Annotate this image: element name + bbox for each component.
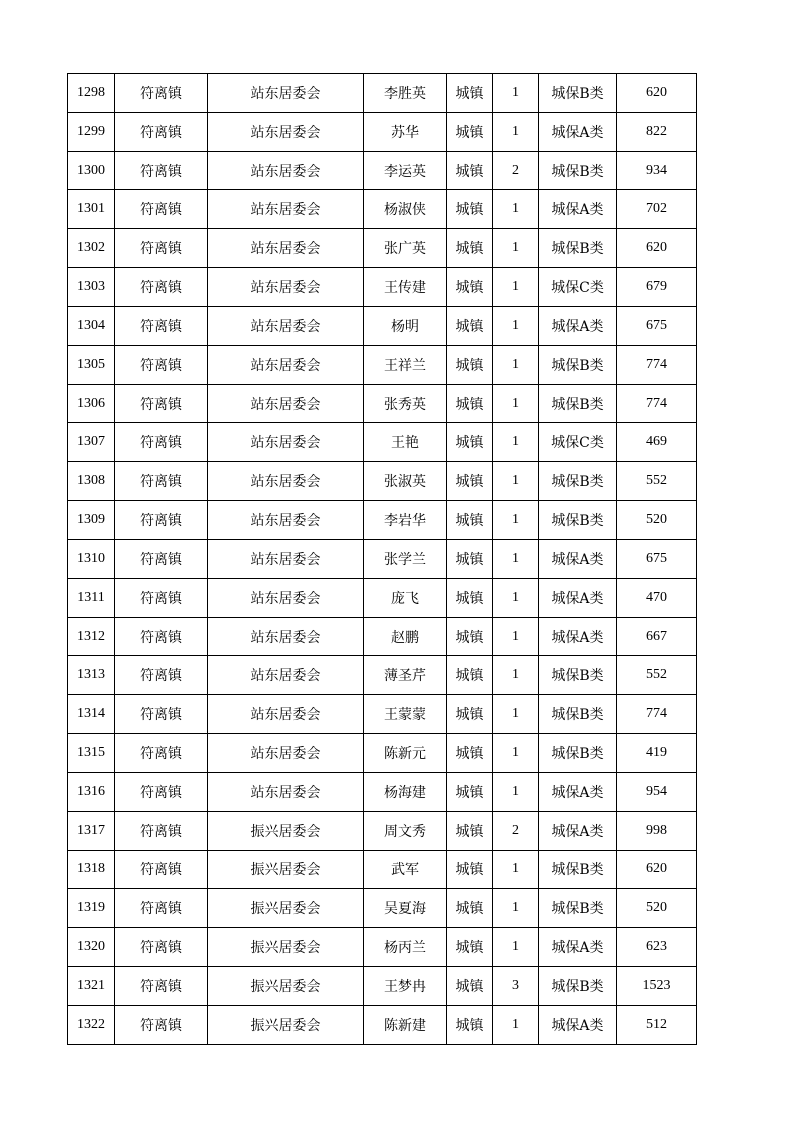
row-number-cell: 1305: [68, 345, 115, 384]
town-cell: 符离镇: [115, 1005, 208, 1044]
row-number-cell: 1309: [68, 501, 115, 540]
table-row: [68, 501, 697, 540]
committee-cell: 站东居委会: [208, 151, 364, 190]
amount-cell: 954: [617, 772, 697, 811]
household-count-cell: 3: [493, 967, 539, 1006]
row-number-cell: 1320: [68, 928, 115, 967]
area-type-cell: 城镇: [447, 151, 493, 190]
name-cell: 杨海建: [364, 772, 447, 811]
name-cell: 张淑英: [364, 462, 447, 501]
row-number-cell: 1299: [68, 112, 115, 151]
town-cell: 符离镇: [115, 850, 208, 889]
name-cell: 王梦冉: [364, 967, 447, 1006]
area-type-cell: 城镇: [447, 74, 493, 113]
town-cell: 符离镇: [115, 306, 208, 345]
name-cell: 李胜英: [364, 74, 447, 113]
name-cell: 李岩华: [364, 501, 447, 540]
row-number-cell: 1298: [68, 74, 115, 113]
name-cell: 赵鹏: [364, 617, 447, 656]
amount-cell: 552: [617, 656, 697, 695]
amount-cell: 998: [617, 811, 697, 850]
name-cell: 张秀英: [364, 384, 447, 423]
town-cell: 符离镇: [115, 501, 208, 540]
amount-cell: 512: [617, 1005, 697, 1044]
insurance-category-cell: 城保B类: [539, 656, 617, 695]
name-cell: 苏华: [364, 112, 447, 151]
insurance-category-cell: 城保C类: [539, 268, 617, 307]
town-cell: 符离镇: [115, 695, 208, 734]
name-cell: 张广英: [364, 229, 447, 268]
row-number-cell: 1313: [68, 656, 115, 695]
household-count-cell: 1: [493, 578, 539, 617]
table-row: [68, 423, 697, 462]
row-number-cell: 1314: [68, 695, 115, 734]
insurance-category-cell: 城保B类: [539, 229, 617, 268]
committee-cell: 站东居委会: [208, 462, 364, 501]
area-type-cell: 城镇: [447, 889, 493, 928]
name-cell: 陈新元: [364, 734, 447, 773]
table-row: [68, 811, 697, 850]
area-type-cell: 城镇: [447, 811, 493, 850]
household-count-cell: 1: [493, 617, 539, 656]
area-type-cell: 城镇: [447, 850, 493, 889]
insurance-category-cell: 城保B类: [539, 462, 617, 501]
household-count-cell: 1: [493, 229, 539, 268]
name-cell: 吴夏海: [364, 889, 447, 928]
amount-cell: 623: [617, 928, 697, 967]
committee-cell: 站东居委会: [208, 268, 364, 307]
household-count-cell: 1: [493, 423, 539, 462]
table-row: [68, 617, 697, 656]
amount-cell: 470: [617, 578, 697, 617]
insurance-category-cell: 城保A类: [539, 928, 617, 967]
committee-cell: 站东居委会: [208, 578, 364, 617]
insurance-category-cell: 城保B类: [539, 501, 617, 540]
row-number-cell: 1322: [68, 1005, 115, 1044]
committee-cell: 站东居委会: [208, 74, 364, 113]
household-count-cell: 1: [493, 74, 539, 113]
area-type-cell: 城镇: [447, 656, 493, 695]
amount-cell: 675: [617, 539, 697, 578]
area-type-cell: 城镇: [447, 617, 493, 656]
insurance-category-cell: 城保A类: [539, 811, 617, 850]
amount-cell: 667: [617, 617, 697, 656]
name-cell: 王艳: [364, 423, 447, 462]
area-type-cell: 城镇: [447, 772, 493, 811]
insurance-category-cell: 城保A类: [539, 772, 617, 811]
area-type-cell: 城镇: [447, 268, 493, 307]
name-cell: 杨丙兰: [364, 928, 447, 967]
household-count-cell: 1: [493, 501, 539, 540]
area-type-cell: 城镇: [447, 384, 493, 423]
table-row: [68, 734, 697, 773]
table-row: [68, 695, 697, 734]
insurance-category-cell: 城保B类: [539, 384, 617, 423]
insurance-category-cell: 城保A类: [539, 1005, 617, 1044]
table-row: [68, 151, 697, 190]
amount-cell: 675: [617, 306, 697, 345]
table-row: [68, 462, 697, 501]
household-count-cell: 1: [493, 306, 539, 345]
amount-cell: 774: [617, 384, 697, 423]
insurance-category-cell: 城保C类: [539, 423, 617, 462]
household-count-cell: 1: [493, 772, 539, 811]
row-number-cell: 1310: [68, 539, 115, 578]
area-type-cell: 城镇: [447, 462, 493, 501]
amount-cell: 469: [617, 423, 697, 462]
committee-cell: 振兴居委会: [208, 967, 364, 1006]
area-type-cell: 城镇: [447, 1005, 493, 1044]
town-cell: 符离镇: [115, 229, 208, 268]
amount-cell: 620: [617, 229, 697, 268]
town-cell: 符离镇: [115, 190, 208, 229]
town-cell: 符离镇: [115, 734, 208, 773]
committee-cell: 振兴居委会: [208, 928, 364, 967]
table-row: [68, 190, 697, 229]
insurance-category-cell: 城保B类: [539, 74, 617, 113]
row-number-cell: 1319: [68, 889, 115, 928]
committee-cell: 振兴居委会: [208, 1005, 364, 1044]
committee-cell: 站东居委会: [208, 384, 364, 423]
town-cell: 符离镇: [115, 578, 208, 617]
area-type-cell: 城镇: [447, 306, 493, 345]
town-cell: 符离镇: [115, 151, 208, 190]
town-cell: 符离镇: [115, 268, 208, 307]
area-type-cell: 城镇: [447, 967, 493, 1006]
amount-cell: 702: [617, 190, 697, 229]
table-row: [68, 578, 697, 617]
amount-cell: 520: [617, 889, 697, 928]
row-number-cell: 1321: [68, 967, 115, 1006]
insurance-category-cell: 城保B类: [539, 850, 617, 889]
amount-cell: 552: [617, 462, 697, 501]
committee-cell: 站东居委会: [208, 112, 364, 151]
household-count-cell: 1: [493, 695, 539, 734]
table-row: [68, 306, 697, 345]
area-type-cell: 城镇: [447, 190, 493, 229]
row-number-cell: 1300: [68, 151, 115, 190]
row-number-cell: 1307: [68, 423, 115, 462]
committee-cell: 站东居委会: [208, 190, 364, 229]
name-cell: 薄圣芹: [364, 656, 447, 695]
town-cell: 符离镇: [115, 772, 208, 811]
household-count-cell: 2: [493, 811, 539, 850]
name-cell: 王传建: [364, 268, 447, 307]
table-row: [68, 656, 697, 695]
table-row: [68, 1005, 697, 1044]
committee-cell: 站东居委会: [208, 695, 364, 734]
household-count-cell: 1: [493, 462, 539, 501]
name-cell: 王蒙蒙: [364, 695, 447, 734]
household-count-cell: 1: [493, 539, 539, 578]
row-number-cell: 1318: [68, 850, 115, 889]
name-cell: 杨淑侠: [364, 190, 447, 229]
household-count-cell: 1: [493, 1005, 539, 1044]
town-cell: 符离镇: [115, 928, 208, 967]
data-table: [67, 73, 697, 1045]
row-number-cell: 1317: [68, 811, 115, 850]
table-row: [68, 74, 697, 113]
town-cell: 符离镇: [115, 423, 208, 462]
amount-cell: 1523: [617, 967, 697, 1006]
insurance-category-cell: 城保B类: [539, 695, 617, 734]
committee-cell: 振兴居委会: [208, 811, 364, 850]
town-cell: 符离镇: [115, 889, 208, 928]
household-count-cell: 2: [493, 151, 539, 190]
table-row: [68, 268, 697, 307]
committee-cell: 站东居委会: [208, 656, 364, 695]
committee-cell: 站东居委会: [208, 539, 364, 578]
row-number-cell: 1301: [68, 190, 115, 229]
table-row: [68, 772, 697, 811]
household-count-cell: 1: [493, 889, 539, 928]
household-count-cell: 1: [493, 656, 539, 695]
household-count-cell: 1: [493, 928, 539, 967]
household-count-cell: 1: [493, 734, 539, 773]
row-number-cell: 1306: [68, 384, 115, 423]
area-type-cell: 城镇: [447, 345, 493, 384]
name-cell: 庞飞: [364, 578, 447, 617]
committee-cell: 站东居委会: [208, 229, 364, 268]
insurance-category-cell: 城保B类: [539, 345, 617, 384]
committee-cell: 站东居委会: [208, 617, 364, 656]
name-cell: 杨明: [364, 306, 447, 345]
table-row: [68, 384, 697, 423]
amount-cell: 822: [617, 112, 697, 151]
committee-cell: 站东居委会: [208, 501, 364, 540]
area-type-cell: 城镇: [447, 423, 493, 462]
committee-cell: 站东居委会: [208, 772, 364, 811]
household-count-cell: 1: [493, 345, 539, 384]
household-count-cell: 1: [493, 268, 539, 307]
table-body: [68, 74, 697, 1045]
name-cell: 王祥兰: [364, 345, 447, 384]
row-number-cell: 1316: [68, 772, 115, 811]
insurance-category-cell: 城保B类: [539, 151, 617, 190]
row-number-cell: 1311: [68, 578, 115, 617]
row-number-cell: 1302: [68, 229, 115, 268]
insurance-category-cell: 城保A类: [539, 190, 617, 229]
committee-cell: 站东居委会: [208, 345, 364, 384]
town-cell: 符离镇: [115, 345, 208, 384]
area-type-cell: 城镇: [447, 501, 493, 540]
committee-cell: 站东居委会: [208, 306, 364, 345]
table-row: [68, 539, 697, 578]
insurance-category-cell: 城保A类: [539, 539, 617, 578]
table-row: [68, 229, 697, 268]
name-cell: 张学兰: [364, 539, 447, 578]
area-type-cell: 城镇: [447, 578, 493, 617]
town-cell: 符离镇: [115, 539, 208, 578]
row-number-cell: 1304: [68, 306, 115, 345]
row-number-cell: 1303: [68, 268, 115, 307]
committee-cell: 站东居委会: [208, 734, 364, 773]
committee-cell: 振兴居委会: [208, 889, 364, 928]
name-cell: 陈新建: [364, 1005, 447, 1044]
row-number-cell: 1312: [68, 617, 115, 656]
town-cell: 符离镇: [115, 112, 208, 151]
insurance-category-cell: 城保A类: [539, 578, 617, 617]
row-number-cell: 1308: [68, 462, 115, 501]
name-cell: 武军: [364, 850, 447, 889]
town-cell: 符离镇: [115, 967, 208, 1006]
insurance-category-cell: 城保A类: [539, 617, 617, 656]
table-row: [68, 112, 697, 151]
amount-cell: 620: [617, 850, 697, 889]
insurance-category-cell: 城保A类: [539, 306, 617, 345]
amount-cell: 679: [617, 268, 697, 307]
insurance-category-cell: 城保A类: [539, 112, 617, 151]
name-cell: 李运英: [364, 151, 447, 190]
area-type-cell: 城镇: [447, 928, 493, 967]
household-count-cell: 1: [493, 190, 539, 229]
town-cell: 符离镇: [115, 74, 208, 113]
town-cell: 符离镇: [115, 656, 208, 695]
insurance-category-cell: 城保B类: [539, 889, 617, 928]
household-count-cell: 1: [493, 384, 539, 423]
amount-cell: 774: [617, 345, 697, 384]
amount-cell: 934: [617, 151, 697, 190]
household-count-cell: 1: [493, 850, 539, 889]
town-cell: 符离镇: [115, 462, 208, 501]
amount-cell: 620: [617, 74, 697, 113]
amount-cell: 419: [617, 734, 697, 773]
table-row: [68, 928, 697, 967]
area-type-cell: 城镇: [447, 734, 493, 773]
insurance-category-cell: 城保B类: [539, 734, 617, 773]
town-cell: 符离镇: [115, 811, 208, 850]
name-cell: 周文秀: [364, 811, 447, 850]
table-row: [68, 967, 697, 1006]
row-number-cell: 1315: [68, 734, 115, 773]
household-count-cell: 1: [493, 112, 539, 151]
table-row: [68, 850, 697, 889]
town-cell: 符离镇: [115, 617, 208, 656]
table-row: [68, 889, 697, 928]
area-type-cell: 城镇: [447, 229, 493, 268]
area-type-cell: 城镇: [447, 112, 493, 151]
town-cell: 符离镇: [115, 384, 208, 423]
table-row: [68, 345, 697, 384]
committee-cell: 站东居委会: [208, 423, 364, 462]
insurance-category-cell: 城保B类: [539, 967, 617, 1006]
amount-cell: 774: [617, 695, 697, 734]
area-type-cell: 城镇: [447, 539, 493, 578]
area-type-cell: 城镇: [447, 695, 493, 734]
committee-cell: 振兴居委会: [208, 850, 364, 889]
amount-cell: 520: [617, 501, 697, 540]
